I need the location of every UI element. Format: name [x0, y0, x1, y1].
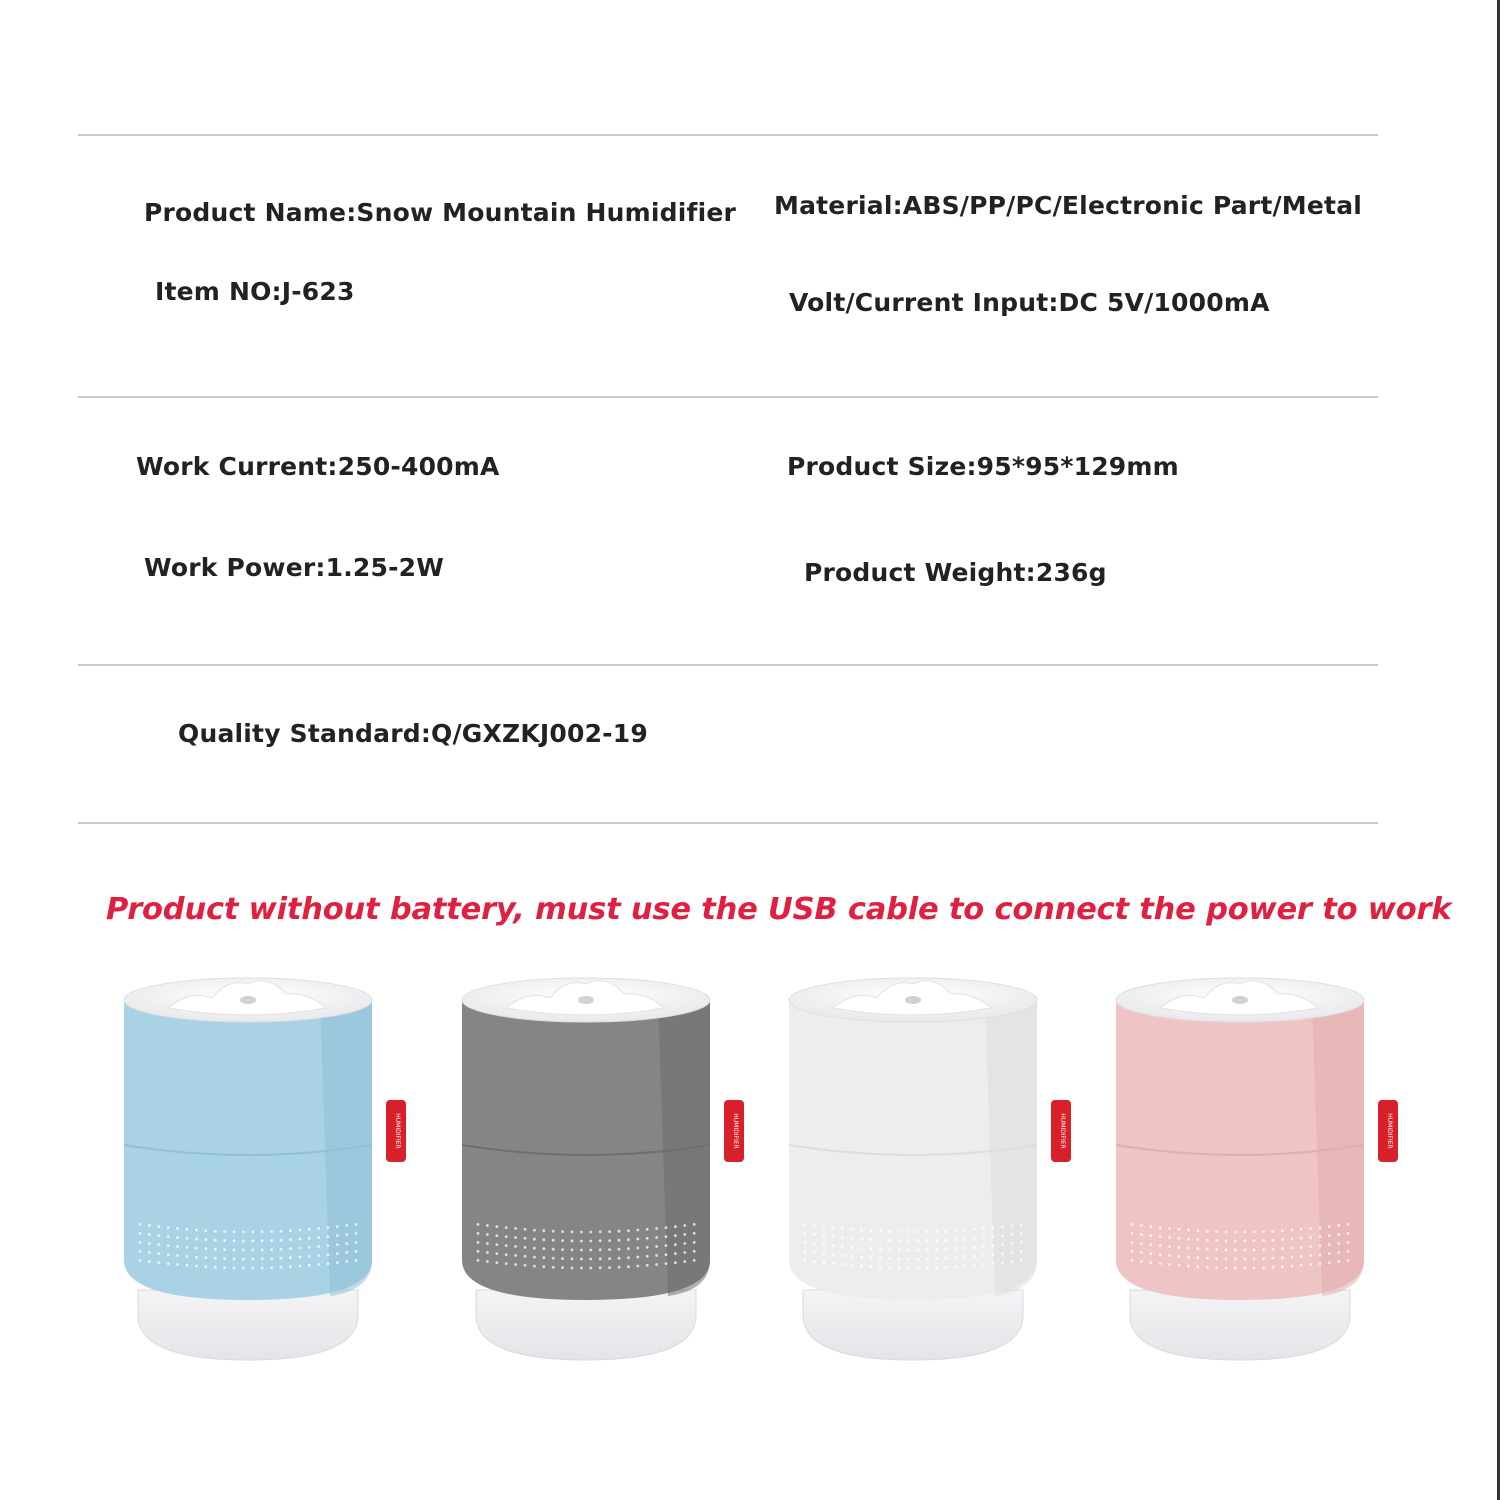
brand-tag-text: HUMIDIFIER: [1059, 1113, 1066, 1149]
mist-outlet: [905, 996, 921, 1004]
spec-product-weight: Product Weight:236g: [804, 558, 1107, 587]
brand-tag-text: HUMIDIFIER: [394, 1113, 401, 1149]
brand-tag-text: HUMIDIFIER: [732, 1113, 739, 1149]
divider-top: [78, 134, 1378, 136]
spec-material: Material:ABS/PP/PC/Electronic Part/Metal: [774, 191, 1363, 220]
mist-outlet: [578, 996, 594, 1004]
product-photos: [0, 960, 1500, 1400]
humidifier-white: [789, 978, 1071, 1360]
clear-base: [803, 1290, 1023, 1360]
divider-2: [78, 396, 1378, 398]
mist-outlet: [1232, 996, 1248, 1004]
spec-work-current: Work Current:250-400mA: [136, 452, 500, 481]
clear-base: [138, 1290, 358, 1360]
mist-outlet: [240, 996, 256, 1004]
battery-notice: Product without battery, must use the USB cable to connect the power to work: [106, 892, 1452, 927]
divider-4: [78, 822, 1378, 824]
divider-3: [78, 664, 1378, 666]
spec-quality-standard: Quality Standard:Q/GXZKJ002-19: [178, 719, 648, 748]
clear-base: [1130, 1290, 1350, 1360]
spec-work-power: Work Power:1.25-2W: [144, 553, 445, 582]
humidifier-pink: [1116, 978, 1398, 1360]
spec-product-size: Product Size:95*95*129mm: [787, 452, 1179, 481]
spec-item-no: Item NO:J-623: [155, 277, 355, 306]
humidifier-grey: [462, 978, 744, 1360]
spec-product-name: Product Name:Snow Mountain Humidifier: [144, 198, 737, 227]
humidifier-blue: [124, 978, 406, 1360]
brand-tag-text: HUMIDIFIER: [1386, 1113, 1393, 1149]
spec-volt-current: Volt/Current Input:DC 5V/1000mA: [789, 288, 1270, 317]
clear-base: [476, 1290, 696, 1360]
